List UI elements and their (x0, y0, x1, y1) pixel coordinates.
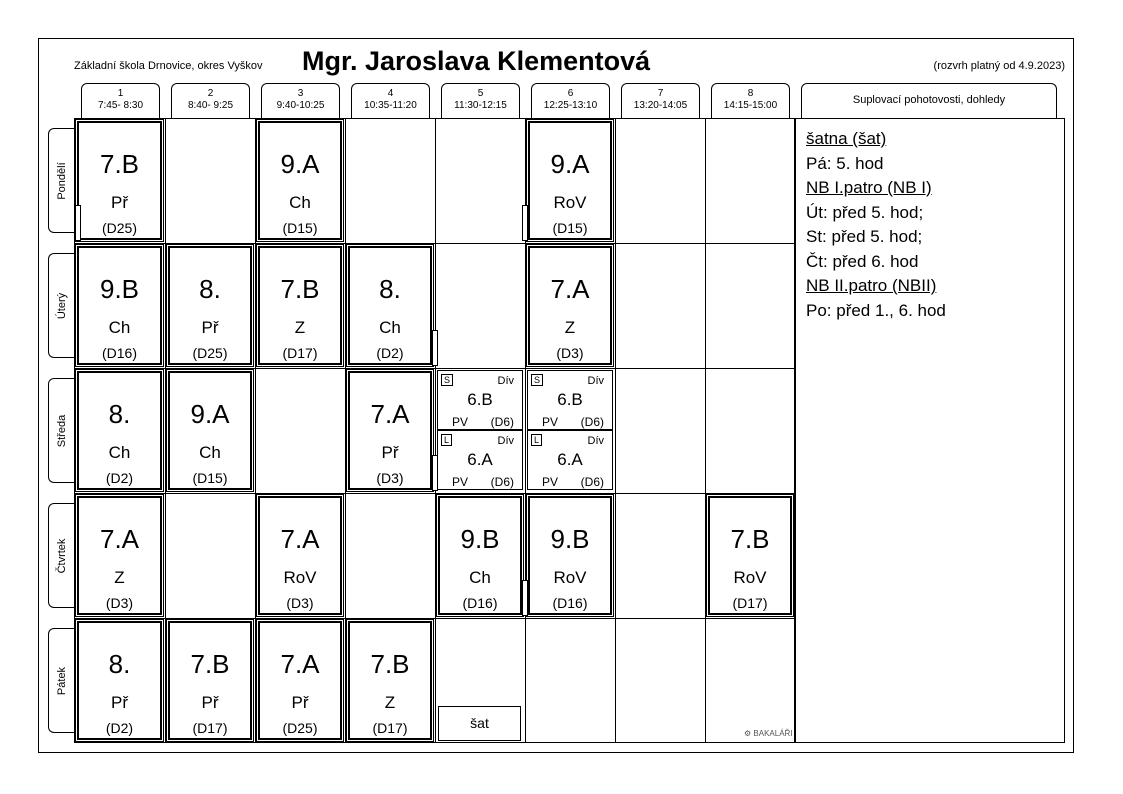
lesson-cell[interactable] (77, 496, 162, 615)
lesson-subject: PV (452, 415, 469, 429)
lesson-room: (D6) (580, 415, 604, 429)
lesson-class: 8. (108, 649, 131, 679)
lesson-room: (D25) (101, 220, 137, 236)
teacher-name: Mgr. Jaroslava Klementová (302, 46, 651, 76)
lesson-cell[interactable] (258, 621, 342, 740)
lesson-subject: Př (201, 693, 219, 712)
day-label-text: Pátek (56, 666, 68, 695)
lesson-class: 9.A (550, 149, 590, 179)
period-header (171, 83, 250, 118)
lesson-subject: RoV (553, 193, 587, 212)
lesson-class: 7.A (280, 524, 320, 554)
school-name: Základní škola Drnovice, okres Vyškov (74, 60, 263, 72)
period-number: 1 (117, 88, 124, 99)
group-name: Dív (587, 375, 604, 387)
grid-vline (435, 118, 436, 743)
lesson-subject: Z (294, 318, 306, 337)
duty-marker (432, 455, 438, 491)
period-header (81, 83, 160, 118)
lesson-class: 8. (108, 399, 131, 429)
lesson-room: (D6) (490, 415, 514, 429)
duty-location: šatna (šat) (806, 129, 887, 148)
lesson-cell[interactable] (528, 246, 612, 365)
day-label-text: Středa (56, 414, 68, 447)
logo-text: BAKALÁŘI (753, 729, 793, 738)
day-label (48, 628, 75, 733)
grid-vline (255, 118, 256, 743)
grid-vline (345, 118, 346, 743)
lesson-class: 7.A (280, 649, 320, 679)
lesson-class: 9.A (280, 149, 320, 179)
friday-duty-box: šat (438, 706, 521, 741)
lesson-subject: Př (111, 693, 128, 712)
lesson-room: (D15) (192, 470, 228, 486)
bakalari-logo: ⚙ BAKALÁŘI (744, 729, 793, 738)
split-lesson-cell[interactable] (527, 430, 613, 490)
lesson-class: 7.B (370, 649, 410, 679)
period-number: 5 (477, 88, 484, 99)
lesson-class: 7.B (190, 649, 230, 679)
period-time: 13:20-14:05 (633, 100, 688, 111)
lesson-class: 6.B (467, 390, 493, 409)
lesson-room: (D2) (105, 470, 134, 486)
day-label (48, 253, 75, 358)
duty-marker (75, 205, 81, 241)
day-label-text: Úterý (56, 292, 68, 319)
period-time: 12:25-13:10 (543, 100, 598, 111)
group-badge: L (441, 434, 452, 446)
lesson-subject: Z (114, 568, 125, 587)
day-label (48, 378, 75, 483)
period-header (351, 83, 430, 118)
lesson-subject: Ch (199, 443, 221, 462)
lesson-room: (D3) (286, 595, 314, 611)
lesson-cell[interactable] (77, 121, 162, 240)
lesson-class: 7.B (99, 149, 140, 179)
lesson-room: (D6) (580, 475, 604, 489)
lesson-class: 7.B (730, 524, 770, 554)
duty-header: Suplovací pohotovosti, dohledy (801, 83, 1057, 118)
day-label-text: Čtvrtek (56, 538, 68, 573)
day-label (48, 503, 75, 608)
lesson-subject: Př (111, 193, 128, 212)
group-badge: L (531, 434, 542, 446)
group-badge: S (441, 374, 453, 386)
lesson-room: (D17) (282, 345, 318, 361)
lesson-cell[interactable] (77, 621, 162, 740)
lesson-class: 8. (199, 274, 221, 304)
grid-vline (705, 118, 706, 743)
lesson-class: 9.B (550, 524, 590, 554)
lesson-room: (D17) (192, 720, 228, 736)
period-time: 8:40- 9:25 (187, 100, 234, 111)
lesson-room: (D17) (732, 595, 768, 611)
lesson-cell[interactable] (708, 496, 792, 615)
period-header (621, 83, 700, 118)
lesson-subject: Ch (379, 318, 401, 337)
split-lesson-cell[interactable] (527, 370, 613, 430)
lesson-cell[interactable] (168, 246, 252, 365)
duty-time: St: před 5. hod; (806, 227, 923, 246)
lesson-class: 7.A (99, 524, 140, 554)
lesson-subject: Z (564, 318, 576, 337)
duty-panel (795, 118, 1065, 743)
duty-location: NB II.patro (NBII) (806, 276, 937, 295)
group-name: Dív (497, 435, 514, 447)
lesson-cell[interactable] (258, 121, 342, 240)
lesson-room: (D15) (552, 220, 588, 236)
period-number: 3 (297, 88, 304, 99)
lesson-room: (D16) (462, 595, 498, 611)
duty-marker (522, 580, 528, 616)
period-number: 6 (567, 88, 574, 99)
grid-hline (74, 618, 795, 619)
grid-vline (165, 118, 166, 743)
duty-location: NB I.patro (NB I) (806, 178, 932, 197)
duty-time: Út: před 5. hod; (806, 202, 924, 222)
lesson-room: (D3) (556, 345, 584, 361)
lesson-room: (D3) (105, 595, 134, 611)
period-time: 9:40-10:25 (276, 100, 325, 111)
period-number: 2 (207, 88, 214, 99)
lesson-cell[interactable] (348, 371, 432, 490)
lesson-class: 9.A (190, 399, 230, 429)
grid-hline (74, 368, 795, 369)
lesson-cell[interactable] (258, 246, 342, 365)
duty-time: Po: před 1., 6. hod (806, 300, 946, 320)
lesson-room: (D3) (376, 470, 404, 486)
period-time: 11:30-12:15 (454, 100, 507, 111)
period-header (711, 83, 790, 118)
period-time: 14:15-15:00 (723, 100, 778, 111)
lesson-subject: Př (381, 443, 399, 462)
lesson-subject: Ch (108, 318, 131, 337)
grid-hline (74, 493, 795, 494)
split-lesson-cell[interactable] (437, 430, 523, 490)
lesson-subject: PV (542, 475, 559, 489)
duty-time: Čt: před 6. hod (806, 251, 919, 271)
day-label-text: Pondělí (56, 161, 68, 200)
duty-marker (522, 205, 528, 241)
period-number: 8 (747, 88, 754, 99)
lesson-room: (D17) (372, 720, 408, 736)
lesson-class: 9.B (460, 524, 500, 554)
group-name: Dív (497, 375, 514, 387)
lesson-cell[interactable] (258, 496, 342, 615)
lesson-subject: Př (201, 318, 219, 337)
lesson-class: 6.A (557, 450, 583, 469)
lesson-cell[interactable] (528, 496, 612, 615)
lesson-subject: RoV (553, 568, 587, 587)
lesson-room: (D2) (105, 720, 134, 736)
lesson-cell[interactable] (168, 621, 252, 740)
lesson-class: 7.B (280, 274, 320, 304)
lesson-class: 6.A (467, 450, 493, 469)
lesson-class: 9.B (99, 274, 140, 304)
lesson-cell[interactable] (77, 371, 162, 490)
period-header (261, 83, 340, 118)
lesson-room: (D2) (376, 345, 404, 361)
lesson-subject: Ch (469, 568, 491, 587)
day-label (48, 128, 75, 233)
period-time: 7:45- 8:30 (97, 100, 144, 111)
lesson-class: 8. (379, 274, 401, 304)
duty-time: Pá: 5. hod (806, 153, 884, 173)
lesson-subject: Př (291, 693, 309, 712)
lesson-room: (D25) (282, 720, 318, 736)
lesson-cell[interactable] (528, 121, 612, 240)
lesson-subject: RoV (283, 568, 317, 587)
lesson-cell[interactable] (438, 496, 522, 615)
lesson-subject: PV (452, 475, 469, 489)
lesson-cell[interactable] (348, 246, 432, 365)
period-header (441, 83, 520, 118)
lesson-room: (D25) (192, 345, 228, 361)
period-number: 4 (387, 88, 394, 99)
lesson-class: 7.A (370, 399, 410, 429)
lesson-room: (D16) (552, 595, 588, 611)
grid-hline (74, 243, 795, 244)
period-header (531, 83, 610, 118)
period-time: 10:35-11:20 (364, 100, 417, 111)
period-number: 7 (657, 88, 664, 99)
lesson-room: (D16) (101, 345, 137, 361)
lesson-cell[interactable] (77, 246, 162, 365)
lesson-subject: Ch (289, 193, 311, 212)
grid-vline (615, 118, 616, 743)
split-lesson-cell[interactable] (437, 370, 523, 430)
group-name: Dív (587, 435, 604, 447)
lesson-subject: PV (542, 415, 559, 429)
lesson-class: 7.A (550, 274, 590, 304)
valid-from: (rozvrh platný od 4.9.2023) (933, 60, 1065, 72)
lesson-subject: Ch (108, 443, 131, 462)
lesson-room: (D15) (282, 220, 318, 236)
group-badge: S (531, 374, 543, 386)
duty-marker (432, 330, 438, 366)
lesson-subject: Z (384, 693, 396, 712)
lesson-class: 6.B (557, 390, 583, 409)
lesson-cell[interactable] (168, 371, 252, 490)
lesson-room: (D6) (490, 475, 514, 489)
lesson-subject: RoV (733, 568, 767, 587)
lesson-cell[interactable] (348, 621, 432, 740)
